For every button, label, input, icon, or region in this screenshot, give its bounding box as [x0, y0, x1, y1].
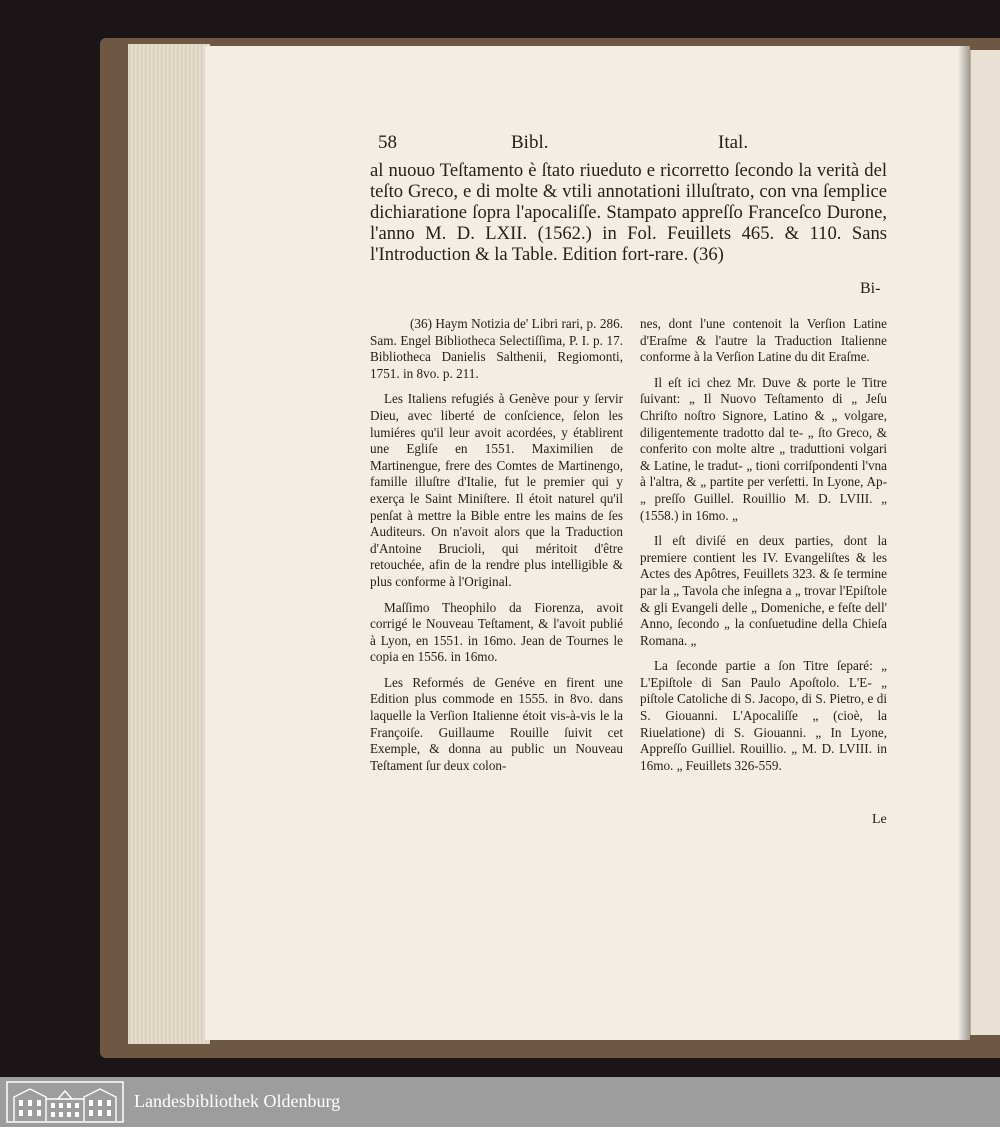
paragraph: La ſeconde partie a ſon Titre ſeparé: „ L'Epiſtole di San Paulo Apoſtolo. L'E- „ piſtole Catoliche di S. Jacopo, di S. Pietro, e di S. Giouanni. L'Apocaliſſe „ (cioè, la Riuelatione) di S. Giouanni. „ In Lyone, Appreſſo Guilliel. Rouillio. „ M. D. LVIII. in 16mo. „ Feuillets 326-559. — [640, 658, 887, 773]
catchword-bottom: Le — [872, 812, 887, 827]
facing-page-edge — [970, 50, 1000, 1035]
catchword-top: Bi- — [860, 280, 881, 297]
left-column — [370, 316, 623, 783]
paragraph: Il eſt ici chez Mr. Duve & porte le Titre ſuivant: „ Il Nuovo Teſtamento di „ Jeſu Chriſto noſtro Signore, Latino & „ volgare, diligentemente tradotto dal te- „ ſto Greco, & conferito con molte altre „ traduttioni volgari & Latine, le tradut- „ tioni corriſpondenti l'vna à l'altra, & „ partite per verſetti. In Lyone, Ap- „ preſſo Guillel. Rouillio M. D. LVIII. „ (1558.) in 16mo. „ — [640, 374, 887, 523]
paragraph: nes, dont l'une contenoit la Verſion Latine d'Eraſme & l'autre la Traduction Italienne conforme à la Verſion Latine du dit Eraſme. — [640, 316, 887, 365]
paragraph: Il eſt diviſé en deux parties, dont la premiere contient les IV. Evangeliſtes & les Actes des Apôtres, Feuillets 323. & ſe termine par la „ Tavola che inſegna a „ trovar l'Epiſtole & gli Evangeli delle „ Domeniche, e feſte dell' Anno, ſecondo „ la conſuetudine della Chieſa Romana. „ — [640, 533, 887, 648]
page-gutter — [958, 46, 970, 1040]
footnote-36: (36) Haym Notizia de' Libri rari, p. 286. Sam. Engel Bibliotheca Selectiſſima, P. I. p. 17. Bibliotheca Danielis Salthenii, Regiomonti, 1751. in 8vo. p. 211. — [370, 316, 623, 381]
library-name: Landesbibliothek Oldenburg — [134, 1091, 341, 1111]
page-number: 58 — [378, 132, 397, 153]
paragraph: Maſſimo Theophilo da Fiorenza, avoit corrigé le Nouveau Teſtament, & l'avoit publié à Lyon, en 1551. in 16mo. Jean de Tournes le copia en 1556. in 16mo. — [370, 599, 623, 665]
header-right: Ital. — [718, 132, 749, 153]
page-edges — [128, 44, 210, 1044]
library-building-icon — [6, 1081, 124, 1123]
paragraph: Les Reformés de Genéve en firent une Edition plus commode en 1555. in 8vo. dans laquelle la Verſion Italienne étoit vis-à-vis le la Françoiſe. Guillaume Rouille ſuivit cet Exemple, & donna au public un Nouveau Teſtament ſur deux colon- — [370, 674, 623, 773]
paragraph: Les Italiens refugiés à Genève pour y ſervir Dieu, avec liberté de conſcience, ſelon les lumiéres qu'il leur avoit acordées, y établirent une Egliſe en 1551. Maximilien de Martinengue, frere des Comtes de Martinengo, famille illuſtre d'Italie, fut le premier qui y exerça le Saint Miniſtere. Il étoit naturel qu'il penſat à mettre la Bible entre les mains de ſes Auditeurs. On n'avoit alors que la Traduction d'Antoine Brucioli, qui méritoit d'être retouchée, afin de la rendre plus intelligible & plus conforme à l'Original. — [370, 391, 623, 589]
header-left: Bibl. — [511, 132, 549, 153]
footer-bar — [0, 1077, 1000, 1127]
main-text: al nuouo Teſtamento è ſtato riueduto e ricorretto ſecondo la verità del teſto Greco, e di molte & vtili annotationi illuſtrato, con vna ſemplice dichiaratione ſopra l'apocaliſſe. Stampato appreſſo Franceſco Durone, l'anno M. D. LXII. (1562.) in Fol. Feuillets 465. & 110. Sans l'Introduction & la Table. Edition fort-rare. (36) — [370, 160, 887, 265]
right-column — [640, 316, 887, 783]
